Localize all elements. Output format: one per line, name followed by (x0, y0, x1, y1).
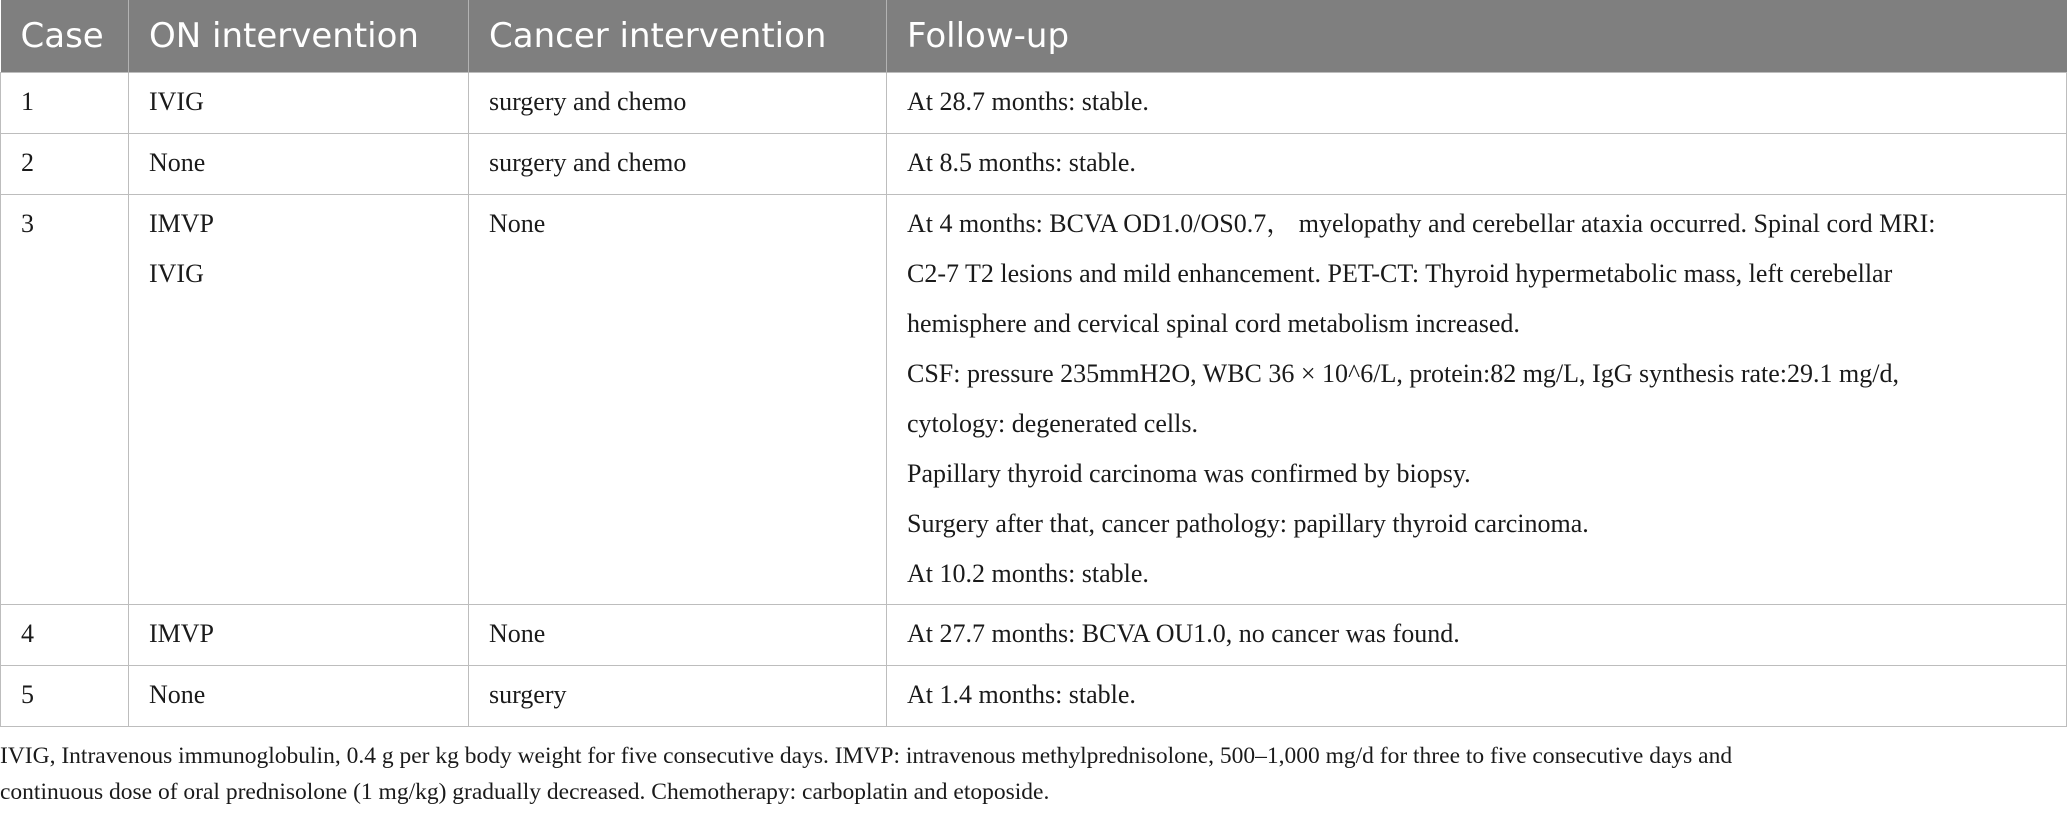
cell-follow-up (887, 604, 2067, 665)
cell-line: Surgery after that, cancer pathology: papillary thyroid carcinoma. (907, 508, 1589, 538)
cell-line: cytology: degenerated cells. (907, 408, 1198, 438)
cell-line: None (149, 147, 206, 177)
footnote-line: IVIG, Intravenous immunoglobulin, 0.4 g per kg body weight for five consecutive days. IMVP: intravenous methylprednisolone, 500–1,000 mg/d for three to five consecutive days and (0, 743, 1733, 769)
cell-case: 5 (1, 665, 129, 726)
cell-case: 4 (1, 604, 129, 665)
cell-on-intervention (129, 604, 469, 665)
cell-line: CSF: pressure 235mmH2O, WBC 36 × 10^6/L, protein:82 mg/L, IgG synthesis rate:29.1 mg/d, (907, 358, 1899, 388)
cell-line: IMVP (149, 208, 215, 238)
table-footnote (0, 738, 2067, 810)
cell-line: At 4 months: BCVA OD1.0/OS0.7， myelopathy and cerebellar ataxia occurred. Spinal cord MRI: (907, 208, 1936, 238)
footnote-line: continuous dose of oral prednisolone (1 mg/kg) gradually decreased. Chemotherapy: carboplatin and etoposide. (0, 779, 1050, 805)
table-row (1, 72, 2067, 133)
header-follow-up: Follow-up (887, 0, 2067, 72)
cell-line: None (149, 679, 206, 709)
table-row (1, 133, 2067, 194)
cell-line: At 27.7 months: BCVA OU1.0, no cancer was found. (907, 618, 1460, 648)
cell-line: C2-7 T2 lesions and mild enhancement. PET-CT: Thyroid hypermetabolic mass, left cerebellar (907, 258, 1893, 288)
cell-case: 3 (1, 194, 129, 604)
cell-line: IVIG (149, 86, 204, 116)
table-row (1, 194, 2067, 604)
table-row (1, 604, 2067, 665)
cell-on-intervention (129, 665, 469, 726)
cell-case: 2 (1, 133, 129, 194)
cell-line: At 28.7 months: stable. (907, 86, 1149, 116)
cell-cancer-intervention: None (469, 194, 887, 604)
header-case: Case (1, 0, 129, 72)
header-cancer-intervention: Cancer intervention (469, 0, 887, 72)
cell-cancer-intervention: surgery (469, 665, 887, 726)
cell-cancer-intervention: surgery and chemo (469, 133, 887, 194)
cell-case: 1 (1, 72, 129, 133)
cell-on-intervention (129, 133, 469, 194)
header-on-intervention: ON intervention (129, 0, 469, 72)
cell-line: At 10.2 months: stable. (907, 558, 1149, 588)
cell-follow-up (887, 133, 2067, 194)
cell-line: IMVP (149, 618, 215, 648)
cell-follow-up (887, 194, 2067, 604)
cell-line: At 8.5 months: stable. (907, 147, 1136, 177)
table-row (1, 665, 2067, 726)
cell-cancer-intervention: surgery and chemo (469, 72, 887, 133)
cell-line: IVIG (149, 258, 204, 288)
cell-line: Papillary thyroid carcinoma was confirmed by biopsy. (907, 458, 1471, 488)
cell-follow-up (887, 665, 2067, 726)
cell-line: hemisphere and cervical spinal cord metabolism increased. (907, 308, 1520, 338)
cell-follow-up (887, 72, 2067, 133)
cell-on-intervention (129, 194, 469, 604)
cell-on-intervention (129, 72, 469, 133)
cell-line: At 1.4 months: stable. (907, 679, 1136, 709)
header-row (1, 0, 2067, 72)
cell-cancer-intervention: None (469, 604, 887, 665)
